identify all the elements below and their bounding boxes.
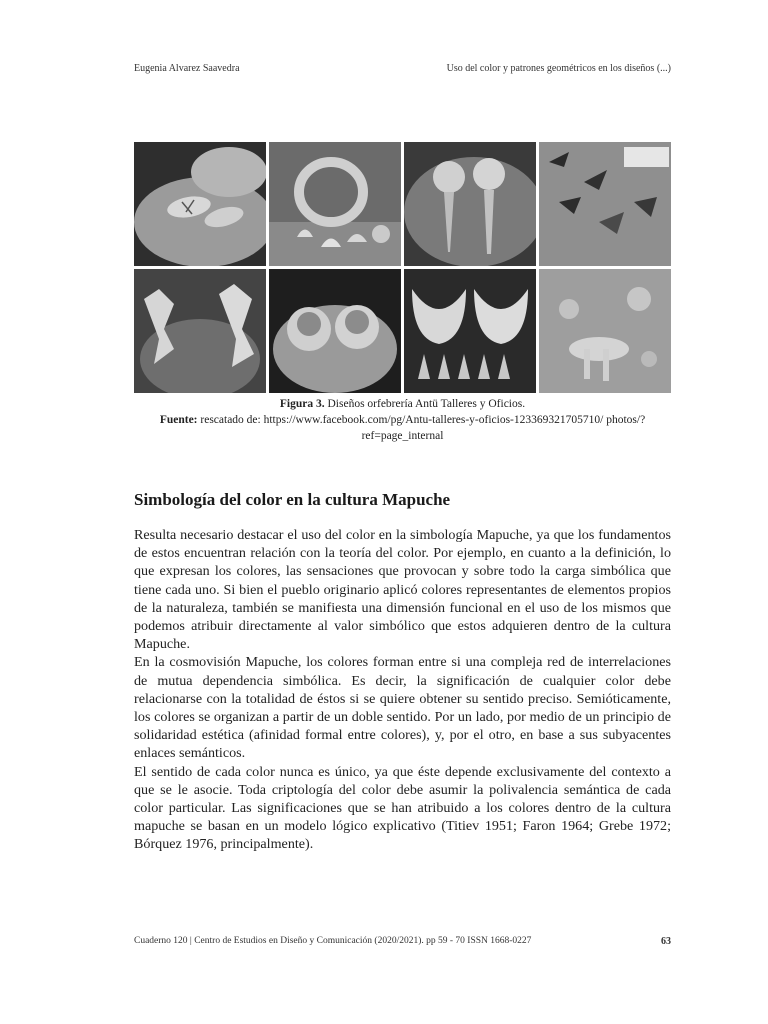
source-label: Fuente: (159, 414, 198, 426)
figure-caption (134, 396, 671, 444)
figure-photo (539, 142, 671, 266)
figure-photo (269, 269, 401, 393)
figure-photo (269, 142, 401, 266)
figure-photo-grid (134, 142, 671, 393)
caption-label: Figura 3. (279, 398, 325, 410)
figure-photo (404, 142, 536, 266)
figure-photo (404, 269, 536, 393)
page-number: 63 (661, 936, 671, 947)
section-title: Simbología del color en la cultura Mapuche (134, 490, 451, 509)
figure-photo (539, 269, 671, 393)
paragraph: Resulta necesario destacar el uso del color en la simbología Mapuche, ya que los fundamentos de estos encuentran relación con la teoría del color. Por ejemplo, en cuanto a la definición, lo que expresan los colores, las sensaciones que provocan y sobre todo la carga simbólica que tiene cada uno. Si bien el pueblo originario aplicó colores representantes de elementos propios de la naturaleza, también se manifiesta una dimensión funcional en el uso de los mismos que podemos atribuir directamente al valor simbólico que estos adquieren dentro de la cultura Mapuche. (134, 527, 671, 653)
paragraph: El sentido de cada color nunca es único, ya que éste depende exclusivamente del contexto a que se le asocie. Toda criptología del color debe asumir la polivalencia semántica de cada color particular. Las significaciones que se han atribuido a los colores dentro de la cultura mapuche se basan en un modelo lógico explicativo (Titiev 1951; Faron 1964; Grebe 1972; Bórquez 1976, principalmente). (134, 763, 671, 853)
running-header-author: Eugenia Alvarez Saavedra (134, 63, 240, 74)
figure-photo (134, 142, 266, 266)
figure-photo (134, 269, 266, 393)
running-header-title: Uso del color y patrones geométricos en los diseños (...) (446, 63, 671, 74)
source-text: rescatado de: https://www.facebook.com/pg/Antu-talleres-y-oficios-123369321705710/ photos/?ref=page_internal (197, 414, 646, 442)
caption-text: Diseños orfebrería Antü Talleres y Oficios. (324, 398, 526, 410)
footer-text: Cuaderno 120 | Centro de Estudios en Diseño y Comunicación (2020/2021). pp 59 - 70 ISSN 1668-0227 (134, 936, 532, 946)
paragraph: En la cosmovisión Mapuche, los colores forman entre si una compleja red de interrelaciones de mutua dependencia simbólica. Es decir, la significación de cualquier color debe relacionarse con la totalidad de éstos si se quiere obtener su sentido preciso. Semióticamente, los colores se organizan a partir de un doble sentido. Por un lado, por medio de un principio de solidaridad estética (afinidad formal entre colores), y, por el otro, en base a sus subyacentes enlaces semánticos. (134, 654, 671, 762)
body-text (134, 526, 671, 854)
page-footer (134, 936, 671, 946)
